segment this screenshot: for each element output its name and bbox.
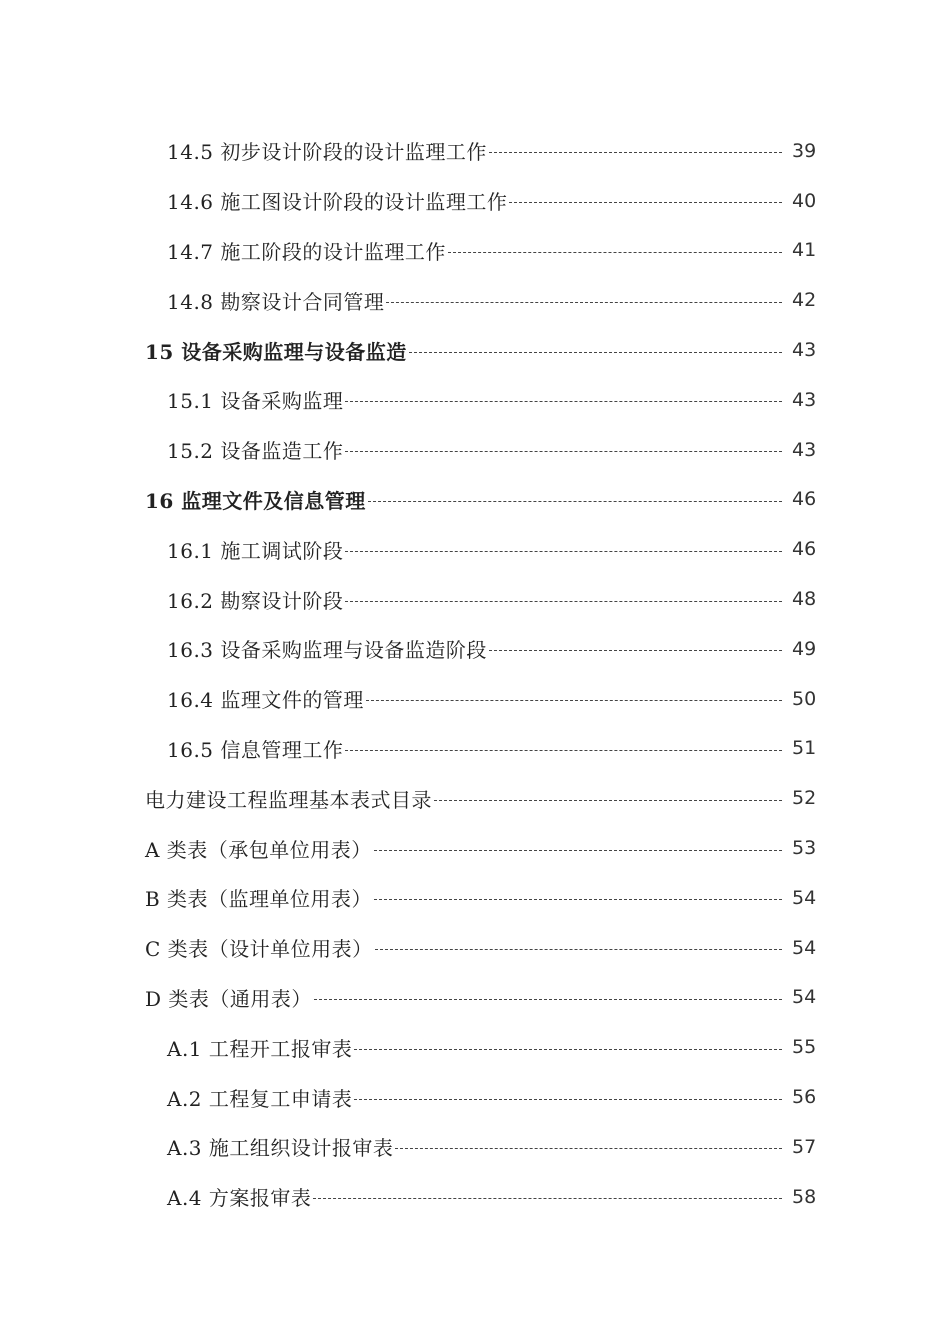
toc-entry-form-catalog[interactable] bbox=[0, 773, 950, 823]
toc-entry-title: A.3 施工组织设计报审表 bbox=[167, 1136, 394, 1161]
toc-page-number: 43 bbox=[792, 388, 817, 411]
toc-page-number: 39 bbox=[792, 139, 817, 162]
dotted-leader bbox=[345, 551, 782, 552]
dotted-leader bbox=[374, 850, 782, 851]
toc-entry-title: 14.6 施工图设计阶段的设计监理工作 bbox=[167, 190, 508, 215]
toc-entry-title: 16.3 设备采购监理与设备监造阶段 bbox=[167, 638, 487, 663]
toc-page-number: 52 bbox=[792, 787, 817, 810]
toc-entry-14-7[interactable] bbox=[0, 226, 950, 276]
toc-entry-14-5[interactable] bbox=[0, 126, 950, 176]
toc-page-number: 56 bbox=[792, 1086, 817, 1109]
dotted-leader bbox=[386, 302, 782, 303]
toc-entry-title: 16.1 施工调试阶段 bbox=[167, 538, 344, 563]
toc-entry-title: A.2 工程复工申请表 bbox=[167, 1086, 353, 1111]
toc-entry-class-b[interactable] bbox=[0, 873, 950, 923]
toc-page-number: 53 bbox=[792, 837, 817, 860]
dotted-leader bbox=[354, 1099, 782, 1100]
toc-entry-title: B 类表（监理单位用表） bbox=[145, 887, 373, 912]
toc-entry-title: 15.1 设备采购监理 bbox=[167, 389, 344, 414]
toc-page-number: 46 bbox=[792, 488, 817, 511]
toc-page-number: 50 bbox=[792, 687, 817, 710]
dotted-leader bbox=[354, 1049, 782, 1050]
dotted-leader bbox=[313, 1198, 782, 1199]
toc-chapter-16[interactable] bbox=[0, 475, 950, 525]
toc-entry-title: A 类表（承包单位用表） bbox=[145, 837, 372, 862]
dotted-leader bbox=[345, 451, 782, 452]
toc-entry-16-4[interactable] bbox=[0, 674, 950, 724]
toc-entry-16-1[interactable] bbox=[0, 524, 950, 574]
toc-page-number: 57 bbox=[792, 1135, 817, 1158]
toc-entry-title: 14.5 初步设计阶段的设计监理工作 bbox=[167, 140, 487, 165]
toc-page-number: 51 bbox=[792, 737, 817, 760]
toc-entry-title: A.1 工程开工报审表 bbox=[167, 1036, 353, 1061]
toc-page-number: 42 bbox=[792, 289, 817, 312]
toc-entry-title: 15.2 设备监造工作 bbox=[167, 439, 344, 464]
toc-chapter-15[interactable] bbox=[0, 325, 950, 375]
toc-entry-16-5[interactable] bbox=[0, 724, 950, 774]
toc-entry-15-2[interactable] bbox=[0, 425, 950, 475]
toc-entry-15-1[interactable] bbox=[0, 375, 950, 425]
toc-chapter-title: 16 监理文件及信息管理 bbox=[145, 488, 366, 513]
toc-entry-title: A.4 方案报审表 bbox=[167, 1186, 312, 1211]
dotted-leader bbox=[489, 152, 782, 153]
toc-page-number: 48 bbox=[792, 588, 817, 611]
toc-page-number: 54 bbox=[792, 936, 817, 959]
dotted-leader bbox=[368, 501, 782, 502]
dotted-leader bbox=[375, 949, 782, 950]
toc-entry-title: 16.5 信息管理工作 bbox=[167, 737, 344, 762]
toc-entry-title: 电力建设工程监理基本表式目录 bbox=[145, 787, 432, 812]
toc-entry-a-4[interactable] bbox=[0, 1172, 950, 1222]
toc-entry-14-6[interactable] bbox=[0, 176, 950, 226]
dotted-leader bbox=[314, 999, 782, 1000]
toc-page-number: 54 bbox=[792, 986, 817, 1009]
dotted-leader bbox=[366, 700, 782, 701]
dotted-leader bbox=[409, 352, 782, 353]
toc-entry-a-3[interactable] bbox=[0, 1122, 950, 1172]
toc-entry-title: C 类表（设计单位用表） bbox=[145, 937, 373, 962]
toc-page-number: 43 bbox=[792, 438, 817, 461]
toc-entry-title: D 类表（通用表） bbox=[145, 986, 312, 1011]
toc-page-number: 46 bbox=[792, 538, 817, 561]
dotted-leader bbox=[345, 401, 782, 402]
toc-page-number: 40 bbox=[792, 189, 817, 212]
toc-entry-title: 16.2 勘察设计阶段 bbox=[167, 588, 344, 613]
toc-entry-title: 14.8 勘察设计合同管理 bbox=[167, 289, 385, 314]
toc-page-number: 58 bbox=[792, 1185, 817, 1208]
table-of-contents bbox=[0, 126, 950, 1222]
toc-entry-a-1[interactable] bbox=[0, 1022, 950, 1072]
toc-chapter-title: 15 设备采购监理与设备监造 bbox=[145, 339, 407, 364]
toc-page-number: 43 bbox=[792, 339, 817, 362]
dotted-leader bbox=[509, 202, 782, 203]
dotted-leader bbox=[345, 601, 782, 602]
toc-entry-class-d[interactable] bbox=[0, 973, 950, 1023]
dotted-leader bbox=[489, 650, 782, 651]
dotted-leader bbox=[434, 800, 782, 801]
dotted-leader bbox=[374, 899, 782, 900]
toc-entry-class-c[interactable] bbox=[0, 923, 950, 973]
toc-page-number: 54 bbox=[792, 886, 817, 909]
toc-page-number: 55 bbox=[792, 1036, 817, 1059]
toc-entry-14-8[interactable] bbox=[0, 275, 950, 325]
toc-page-number: 49 bbox=[792, 637, 817, 660]
dotted-leader bbox=[395, 1148, 782, 1149]
toc-page-number: 41 bbox=[792, 239, 817, 262]
toc-entry-title: 16.4 监理文件的管理 bbox=[167, 688, 364, 713]
dotted-leader bbox=[448, 252, 782, 253]
dotted-leader bbox=[345, 750, 782, 751]
toc-entry-16-3[interactable] bbox=[0, 624, 950, 674]
toc-entry-a-2[interactable] bbox=[0, 1072, 950, 1122]
toc-entry-16-2[interactable] bbox=[0, 574, 950, 624]
toc-entry-class-a[interactable] bbox=[0, 823, 950, 873]
toc-entry-title: 14.7 施工阶段的设计监理工作 bbox=[167, 239, 446, 264]
